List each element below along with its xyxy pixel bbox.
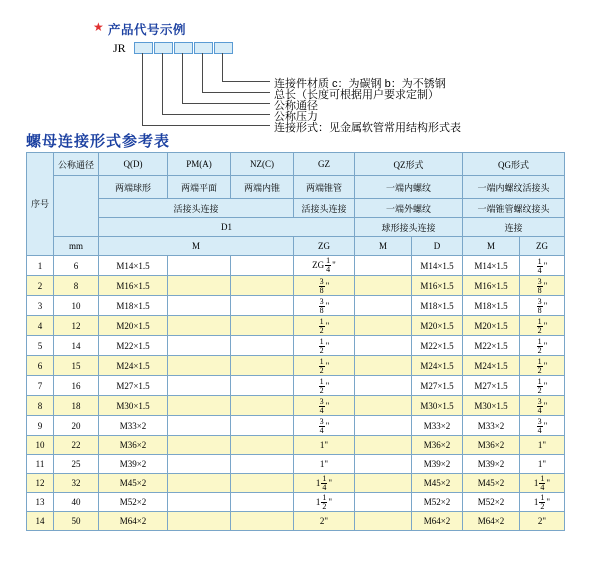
header-unit-m: M [99, 237, 294, 256]
header-left-union: 活接头连接 [99, 199, 294, 218]
cell-gz: 1 $\frac{1}{2}$ " [294, 493, 355, 512]
cell-qg-zg: $\frac{1}{2}$ " [520, 336, 565, 356]
cell-qg-m: M33×2 [463, 416, 520, 436]
cell-qz-m [355, 474, 412, 493]
cell-qz-d: M30×1.5 [412, 396, 463, 416]
table-row [27, 256, 565, 276]
cell-q: M18×1.5 [99, 296, 168, 316]
code-box-1 [134, 42, 153, 54]
table-row [27, 455, 565, 474]
cell-pm [168, 336, 231, 356]
cell-q: M33×2 [99, 416, 168, 436]
cell-nz [231, 436, 294, 455]
table-row [27, 493, 565, 512]
table-row [27, 474, 565, 493]
header-unit-zg: ZG [294, 237, 355, 256]
cell-nz [231, 416, 294, 436]
leader-line-h3 [182, 103, 270, 104]
cell-dn: 10 [54, 296, 99, 316]
cell-pm [168, 296, 231, 316]
cell-nz [231, 512, 294, 531]
cell-qz-m [355, 296, 412, 316]
cell-q: M14×1.5 [99, 256, 168, 276]
cell-qz-d: M18×1.5 [412, 296, 463, 316]
header-unit-qz-m: M [355, 237, 412, 256]
cell-qz-m [355, 512, 412, 531]
header-seq-label: 序号 [30, 199, 49, 209]
legend-label-connection-type: 连接形式：见金属软管常用结构形式表 [274, 122, 461, 134]
cell-gz: $\frac{3}{8}$ " [294, 296, 355, 316]
cell-pm [168, 376, 231, 396]
cell-q: M30×1.5 [99, 396, 168, 416]
cell-seq: 11 [27, 455, 54, 474]
cell-q: M64×2 [99, 512, 168, 531]
cell-qz-m [355, 436, 412, 455]
cell-dn: 20 [54, 416, 99, 436]
cell-qz-d: M39×2 [412, 455, 463, 474]
leader-line-v5 [142, 53, 143, 125]
cell-gz: $\frac{1}{2}$ " [294, 336, 355, 356]
cell-nz [231, 336, 294, 356]
cell-nz [231, 276, 294, 296]
cell-nz [231, 493, 294, 512]
cell-seq: 8 [27, 396, 54, 416]
code-box-2 [154, 42, 173, 54]
cell-qg-zg: 1 $\frac{1}{4}$ " [520, 474, 565, 493]
cell-nz [231, 396, 294, 416]
cell-qz-m [355, 455, 412, 474]
cell-gz: $\frac{3}{4}$ " [294, 416, 355, 436]
table-row [27, 376, 565, 396]
cell-seq: 10 [27, 436, 54, 455]
nut-connection-table [26, 152, 565, 531]
cell-qz-d: M20×1.5 [412, 316, 463, 336]
cell-gz: 1" [294, 455, 355, 474]
header-row-3 [27, 199, 565, 218]
cell-qg-m: M16×1.5 [463, 276, 520, 296]
product-code-legend [0, 0, 600, 134]
cell-qg-zg: $\frac{1}{2}$ " [520, 356, 565, 376]
header-seq [27, 153, 54, 256]
cell-dn: 6 [54, 256, 99, 276]
cell-pm [168, 493, 231, 512]
cell-pm [168, 416, 231, 436]
cell-qg-m: M52×2 [463, 493, 520, 512]
legend-label-length: 总长（长度可根据用户要求定制） [274, 89, 439, 101]
cell-gz: ZG $\frac{1}{4}$ " [294, 256, 355, 276]
cell-dn: 50 [54, 512, 99, 531]
cell-qz-d: M27×1.5 [412, 376, 463, 396]
header-qz-ball-joint: 球形接头连接 [355, 218, 463, 237]
cell-dn: 22 [54, 436, 99, 455]
cell-qg-m: M64×2 [463, 512, 520, 531]
cell-pm [168, 396, 231, 416]
leader-line-v3 [182, 53, 183, 103]
cell-qg-zg: 1 $\frac{1}{2}$ " [520, 493, 565, 512]
table-row [27, 436, 565, 455]
cell-dn: 16 [54, 376, 99, 396]
header-group-qg: QG形式 [463, 153, 565, 176]
table-row [27, 296, 565, 316]
code-box-5 [214, 42, 233, 54]
cell-gz: 2" [294, 512, 355, 531]
cell-qg-zg: $\frac{3}{8}$ " [520, 296, 565, 316]
table-row [27, 276, 565, 296]
cell-qg-m: M18×1.5 [463, 296, 520, 316]
cell-qz-d: M52×2 [412, 493, 463, 512]
cell-dn: 40 [54, 493, 99, 512]
cell-q: M16×1.5 [99, 276, 168, 296]
legend-title: 产品代号示例 [108, 23, 187, 37]
code-box-4 [194, 42, 213, 54]
cell-qz-m [355, 256, 412, 276]
cell-qg-m: M39×2 [463, 455, 520, 474]
header-q-desc: 两端球形 [99, 176, 168, 199]
cell-nz [231, 356, 294, 376]
cell-qg-m: M20×1.5 [463, 316, 520, 336]
table-row [27, 396, 565, 416]
code-prefix: JR [113, 41, 126, 55]
code-box-3 [174, 42, 193, 54]
header-unit-qz-d: D [412, 237, 463, 256]
legend-label-nominal-diameter: 公称通径 [274, 100, 318, 112]
cell-pm [168, 356, 231, 376]
table-row [27, 512, 565, 531]
cell-dn: 14 [54, 336, 99, 356]
cell-seq: 2 [27, 276, 54, 296]
cell-seq: 5 [27, 336, 54, 356]
header-qg-desc: 一端内螺纹活接头 [463, 176, 565, 199]
header-qg-connect: 连接 [463, 218, 565, 237]
header-dn: 公称通径 [54, 153, 99, 176]
cell-seq: 12 [27, 474, 54, 493]
leader-line-v1 [222, 53, 223, 81]
cell-q: M24×1.5 [99, 356, 168, 376]
header-group-nz: NZ(C) [231, 153, 294, 176]
cell-qg-m: M24×1.5 [463, 356, 520, 376]
cell-qg-zg: 1" [520, 436, 565, 455]
cell-qz-m [355, 416, 412, 436]
leader-line-h4 [162, 114, 270, 115]
cell-qz-m [355, 493, 412, 512]
cell-qg-zg: $\frac{3}{8}$ " [520, 276, 565, 296]
cell-qg-zg: $\frac{3}{4}$ " [520, 416, 565, 436]
cell-qz-d: M16×1.5 [412, 276, 463, 296]
header-qz-ext-thread: 一端外螺纹 [355, 199, 463, 218]
cell-seq: 7 [27, 376, 54, 396]
header-nz-desc: 两端内锥 [231, 176, 294, 199]
cell-seq: 13 [27, 493, 54, 512]
header-row-5 [27, 237, 565, 256]
leader-line-h1 [222, 81, 270, 82]
cell-nz [231, 316, 294, 336]
table-row [27, 316, 565, 336]
header-dn-blank [54, 176, 99, 237]
section-title: 螺母连接形式参考表 [26, 133, 171, 150]
cell-nz [231, 455, 294, 474]
cell-q: M27×1.5 [99, 376, 168, 396]
cell-qg-m: M22×1.5 [463, 336, 520, 356]
cell-seq: 6 [27, 356, 54, 376]
cell-qz-d: M14×1.5 [412, 256, 463, 276]
cell-dn: 12 [54, 316, 99, 336]
cell-nz [231, 296, 294, 316]
cell-dn: 32 [54, 474, 99, 493]
cell-pm [168, 276, 231, 296]
cell-seq: 9 [27, 416, 54, 436]
header-qz-desc: 一端内螺纹 [355, 176, 463, 199]
header-gz-desc: 两端锥管 [294, 176, 355, 199]
header-row-4 [27, 218, 565, 237]
cell-q: M36×2 [99, 436, 168, 455]
header-pm-desc: 两端平面 [168, 176, 231, 199]
cell-qz-m [355, 276, 412, 296]
table-row [27, 356, 565, 376]
cell-pm [168, 256, 231, 276]
header-gz-union: 活接头连接 [294, 199, 355, 218]
cell-qg-m: M30×1.5 [463, 396, 520, 416]
cell-q: M52×2 [99, 493, 168, 512]
cell-qg-m: M36×2 [463, 436, 520, 455]
cell-q: M22×1.5 [99, 336, 168, 356]
header-group-q: Q(D) [99, 153, 168, 176]
leader-line-v4 [162, 53, 163, 114]
cell-gz: $\frac{3}{4}$ " [294, 396, 355, 416]
cell-pm [168, 316, 231, 336]
cell-nz [231, 474, 294, 493]
cell-qg-m: M14×1.5 [463, 256, 520, 276]
header-qg-taper-union: 一端锥管螺纹接头 [463, 199, 565, 218]
cell-qz-m [355, 376, 412, 396]
cell-nz [231, 256, 294, 276]
cell-qz-d: M45×2 [412, 474, 463, 493]
cell-pm [168, 455, 231, 474]
cell-seq: 14 [27, 512, 54, 531]
cell-dn: 8 [54, 276, 99, 296]
cell-pm [168, 512, 231, 531]
header-group-gz: GZ [294, 153, 355, 176]
cell-gz: 1" [294, 436, 355, 455]
header-row-1 [27, 153, 565, 176]
cell-gz: $\frac{1}{2}$ " [294, 356, 355, 376]
cell-qz-m [355, 396, 412, 416]
cell-gz: $\frac{1}{2}$ " [294, 316, 355, 336]
cell-qg-zg: $\frac{1}{2}$ " [520, 376, 565, 396]
cell-qg-m: M27×1.5 [463, 376, 520, 396]
cell-seq: 4 [27, 316, 54, 336]
cell-qg-zg: $\frac{1}{2}$ " [520, 316, 565, 336]
cell-seq: 3 [27, 296, 54, 316]
legend-label-nominal-pressure: 公称压力 [274, 111, 318, 123]
table-header [27, 153, 565, 256]
header-unit-qg-zg: ZG [520, 237, 565, 256]
leader-line-v2 [202, 53, 203, 92]
cell-pm [168, 436, 231, 455]
table-body [27, 256, 565, 531]
header-unit-mm: mm [54, 237, 99, 256]
cell-nz [231, 376, 294, 396]
header-row-2 [27, 176, 565, 199]
cell-qg-zg: 1" [520, 455, 565, 474]
cell-qz-d: M64×2 [412, 512, 463, 531]
cell-qg-zg: $\frac{1}{4}$ " [520, 256, 565, 276]
cell-pm [168, 474, 231, 493]
star-icon: ★ [93, 20, 104, 34]
header-group-qz: QZ形式 [355, 153, 463, 176]
cell-gz: 1 $\frac{1}{4}$ " [294, 474, 355, 493]
header-group-pm: PM(A) [168, 153, 231, 176]
cell-qg-m: M45×2 [463, 474, 520, 493]
cell-q: M20×1.5 [99, 316, 168, 336]
cell-dn: 18 [54, 396, 99, 416]
cell-qz-d: M22×1.5 [412, 336, 463, 356]
table-row [27, 336, 565, 356]
cell-qz-d: M33×2 [412, 416, 463, 436]
cell-q: M39×2 [99, 455, 168, 474]
cell-gz: $\frac{3}{8}$ " [294, 276, 355, 296]
header-unit-qg-m: M [463, 237, 520, 256]
cell-qg-zg: 2" [520, 512, 565, 531]
cell-q: M45×2 [99, 474, 168, 493]
cell-qz-m [355, 336, 412, 356]
header-d1: D1 [99, 218, 355, 237]
cell-qz-d: M24×1.5 [412, 356, 463, 376]
cell-dn: 15 [54, 356, 99, 376]
legend-label-material: 连接件材质 c：为碳钢 b：为不锈钢 [274, 78, 446, 90]
cell-qz-m [355, 316, 412, 336]
cell-qg-zg: $\frac{3}{4}$ " [520, 396, 565, 416]
cell-dn: 25 [54, 455, 99, 474]
leader-line-h2 [202, 92, 270, 93]
leader-line-h5 [142, 125, 270, 126]
cell-qz-m [355, 356, 412, 376]
cell-qz-d: M36×2 [412, 436, 463, 455]
cell-seq: 1 [27, 256, 54, 276]
table-row [27, 416, 565, 436]
cell-gz: $\frac{1}{2}$ " [294, 376, 355, 396]
